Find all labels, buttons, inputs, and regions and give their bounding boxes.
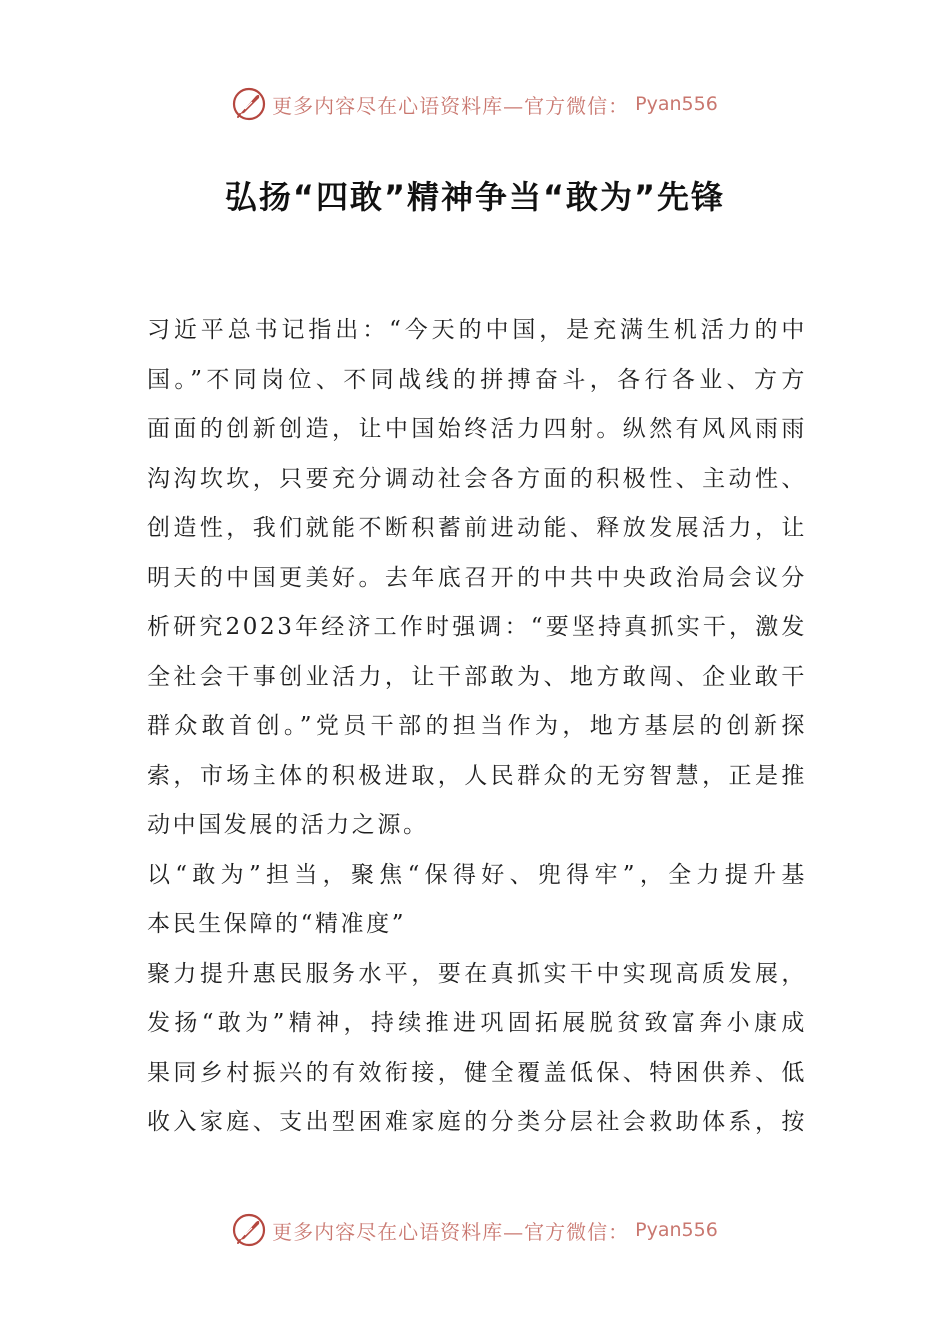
body-line: 面面的创新创造，让中国始终活力四射。纵然有风风雨雨 bbox=[147, 416, 807, 442]
banner-text: 更多内容尽在心语资料库—官方微信： bbox=[272, 93, 630, 118]
body-line: 聚力提升惠民服务水平，要在真抓实干中实现高质发展， bbox=[147, 960, 807, 987]
document-body bbox=[147, 306, 807, 1148]
banner-text: 更多内容尽在心语资料库—官方微信： bbox=[272, 1219, 630, 1244]
section-heading-line: 以“敢为”担当，聚焦“保得好、兜得牢”，全力提升基 bbox=[147, 861, 807, 888]
body-line: 动中国发展的活力之源。 bbox=[147, 812, 429, 838]
body-line: 收入家庭、支出型困难家庭的分类分层社会救助体系，按 bbox=[147, 1109, 807, 1135]
wechat-id: Pyan556 bbox=[635, 93, 718, 115]
body-line: 沟沟坎坎，只要充分调动社会各方面的积极性、主动性、 bbox=[147, 465, 807, 492]
body-line: 索，市场主体的积极进取，人民群众的无穷智慧，正是推 bbox=[147, 762, 807, 789]
body-line: 习近平总书记指出：“今天的中国，是充满生机活力的中 bbox=[147, 317, 807, 343]
body-line: 国。”不同岗位、不同战线的拼搏奋斗，各行各业、方方 bbox=[147, 366, 807, 393]
body-line: 果同乡村振兴的有效衔接，健全覆盖低保、特困供养、低 bbox=[147, 1059, 807, 1086]
body-line: 全社会干事创业活力，让干部敢为、地方敢闯、企业敢干 bbox=[147, 663, 807, 690]
footer-banner bbox=[0, 1210, 950, 1250]
body-line: 群众敢首创。”党员干部的担当作为，地方基层的创新探 bbox=[147, 713, 807, 739]
section-heading-line: 本民生保障的“精准度” bbox=[147, 911, 407, 937]
body-line: 析研究2023年经济工作时强调：“要坚持真抓实干，激发 bbox=[147, 614, 807, 640]
quill-pen-logo-icon bbox=[232, 87, 266, 121]
body-line: 创造性，我们就能不断积蓄前进动能、释放发展活力，让 bbox=[147, 515, 807, 541]
header-banner bbox=[0, 84, 950, 124]
body-line: 明天的中国更美好。去年底召开的中共中央政治局会议分 bbox=[147, 564, 807, 591]
wechat-id: Pyan556 bbox=[635, 1219, 718, 1241]
document-title: 弘扬“四敢”精神争当“敢为”先锋 bbox=[224, 178, 726, 216]
body-line: 发扬“敢为”精神，持续推进巩固拓展脱贫致富奔小康成 bbox=[147, 1010, 807, 1036]
quill-pen-logo-icon bbox=[232, 1213, 266, 1247]
